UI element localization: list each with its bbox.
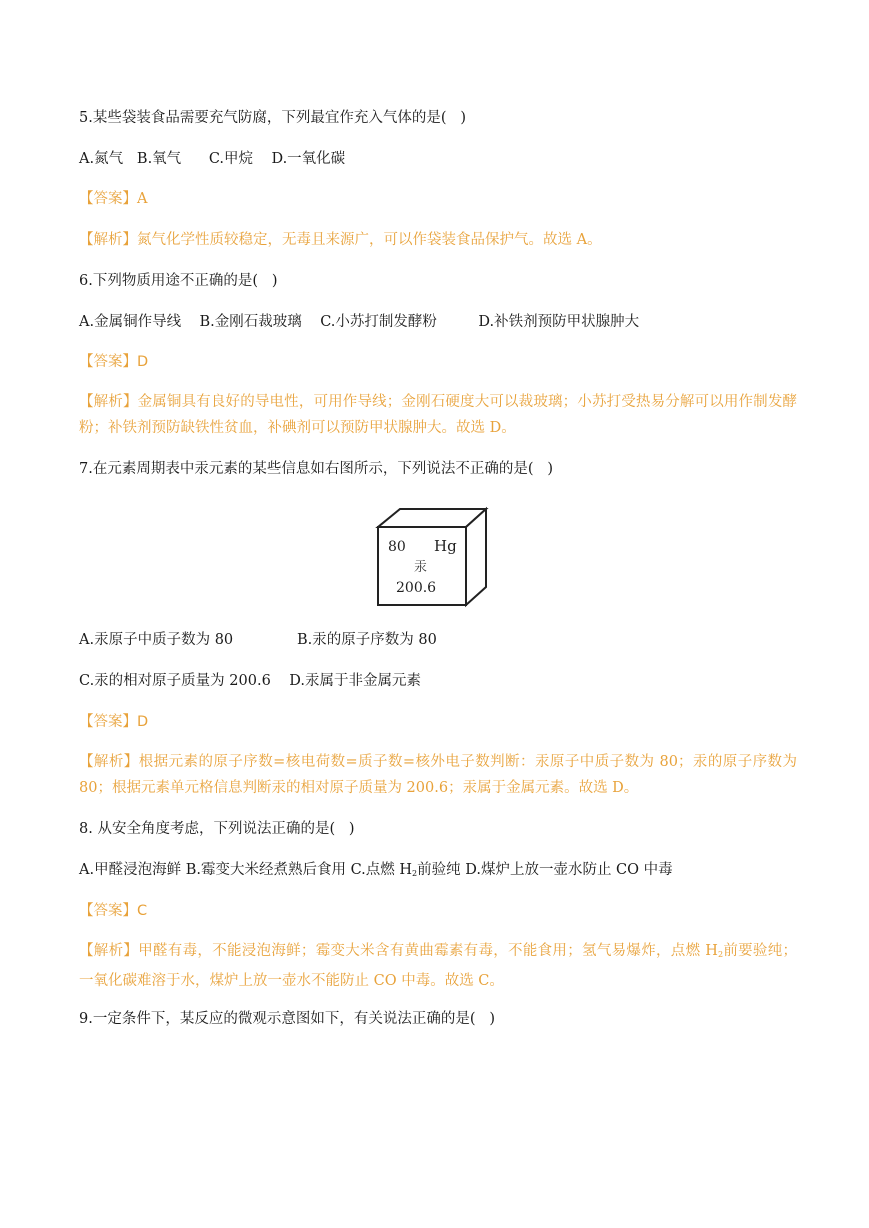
- answer-tag: 【答案】: [79, 191, 137, 207]
- q8-option-c-tail: 前验纯: [417, 862, 461, 878]
- q8-option-a: A.甲醛浸泡海鲜: [79, 862, 182, 878]
- q6-option-a: A.金属铜作导线: [79, 314, 182, 330]
- q5-option-a: A.氮气: [79, 151, 124, 167]
- answer-tag: 【答案】: [79, 903, 137, 919]
- element-symbol: Hg: [434, 537, 457, 555]
- box-side: [466, 509, 486, 605]
- subscript: 2: [717, 950, 724, 959]
- q8-stem: 8. 从安全角度考虑，下列说法正确的是( ): [79, 821, 355, 837]
- answer-tag: 【答案】: [79, 354, 137, 370]
- q6-option-c: C.小苏打制发酵粉: [320, 314, 437, 330]
- analysis-tag: 【解析】: [79, 232, 137, 248]
- q6-answer: [79, 350, 797, 374]
- q8-option-c-text: C.点燃 H: [350, 862, 413, 878]
- q8-options: [79, 858, 797, 886]
- atomic-mass: 200.6: [396, 580, 437, 596]
- q6-option-d: D.补铁剂预防甲状腺肿大: [478, 314, 640, 330]
- q7-option-a: A.汞原子中质子数为 80: [79, 632, 234, 648]
- atomic-number: 80: [388, 539, 406, 555]
- q5-options: [79, 147, 797, 171]
- analysis-text-tail: 前要验纯；一氧化碳难溶于水，煤炉上放一壶水不能防止 CO 中毒。故选 C。: [79, 943, 798, 989]
- q8-option-c: [351, 862, 461, 878]
- q7-options-row1: [79, 628, 797, 652]
- q8-analysis: [79, 938, 797, 994]
- q7-stem: 7.在元素周期表中汞元素的某些信息如右图所示，下列说法不正确的是( ): [79, 461, 553, 477]
- q5-answer: [79, 187, 797, 211]
- q5-option-b: B.氧气: [136, 151, 182, 167]
- answer-value: D: [137, 354, 149, 370]
- q6-option-b: B.金刚石裁玻璃: [199, 314, 302, 330]
- q5-option-d: D.一氧化碳: [271, 151, 346, 167]
- q7-options-row2: [79, 669, 797, 693]
- q5-analysis: [79, 228, 797, 252]
- analysis-text: 根据元素的原子序数=核电荷数=质子数=核外电子数判断：汞原子中质子数为 80；汞的原子序数为 80；根据元素单元格信息判断汞的相对原子质量为 200.6；汞属于金属元素。故选 D。: [79, 754, 797, 796]
- q8-answer: [79, 899, 797, 923]
- analysis-text: 氮气化学性质较稳定，无毒且来源广，可以作袋装食品保护气。故选 A。: [137, 232, 602, 248]
- q7-option-b: B.汞的原子序数为 80: [297, 632, 437, 648]
- analysis-tag: 【解析】: [79, 394, 138, 410]
- element-card-figure: [374, 505, 492, 609]
- answer-value: A: [137, 191, 148, 207]
- q5-stem: 5.某些袋装食品需要充气防腐，下列最宜作充入气体的是( ): [79, 110, 466, 126]
- q7-analysis: [79, 749, 797, 801]
- answer-value: D: [137, 714, 149, 730]
- q8-option-d: D.煤炉上放一壶水防止 CO 中毒: [465, 862, 673, 878]
- q6-stem: 6.下列物质用途不正确的是( ): [79, 273, 278, 289]
- element-name: 汞: [414, 560, 428, 575]
- q5-option-c: C.甲烷: [208, 151, 254, 167]
- q6-analysis: [79, 389, 797, 441]
- q7-answer: [79, 710, 797, 734]
- q8-option-b: B.霉变大米经煮熟后食用: [185, 862, 346, 878]
- subscript: 2: [412, 869, 418, 878]
- answer-value: C: [137, 903, 148, 919]
- analysis-tag: 【解析】: [79, 754, 139, 770]
- q9-stem: 9.一定条件下，某反应的微观示意图如下，有关说法正确的是( ): [79, 1011, 495, 1027]
- answer-tag: 【答案】: [79, 714, 137, 730]
- q7-option-d: D.汞属于非金属元素: [289, 673, 421, 689]
- q7-option-c: C.汞的相对原子质量为 200.6: [79, 673, 271, 689]
- element-card-svg: [374, 505, 492, 609]
- q6-options: [79, 310, 797, 334]
- analysis-tag: 【解析】: [79, 943, 139, 959]
- analysis-text: 甲醛有毒，不能浸泡海鲜；霉变大米含有黄曲霉素有毒，不能食用；氢气易爆炸，点燃 H: [138, 943, 718, 959]
- analysis-text: 金属铜具有良好的导电性，可用作导线；金刚石硬度大可以裁玻璃；小苏打受热易分解可以用作制发酵粉；补铁剂预防缺铁性贫血，补碘剂可以预防甲状腺肿大。故选 D。: [79, 394, 797, 436]
